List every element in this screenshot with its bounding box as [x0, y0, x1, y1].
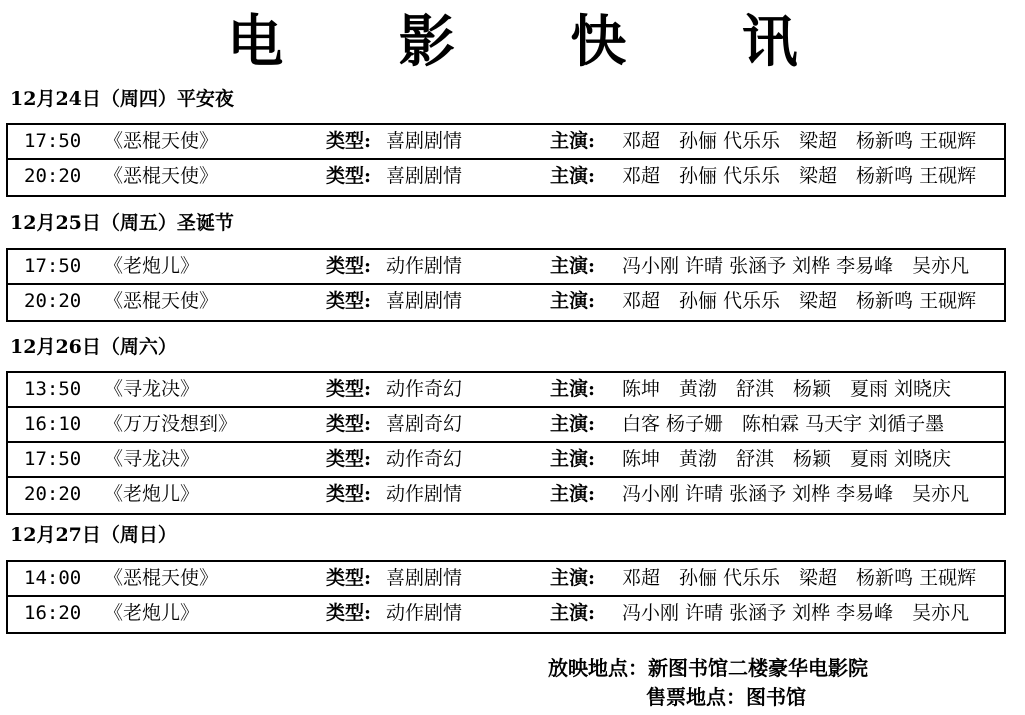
genre-value: 动作奇幻	[386, 448, 463, 470]
table-row	[8, 160, 1004, 195]
genre-value: 动作剧情	[386, 602, 463, 624]
film-title: 《老炮儿》	[104, 483, 200, 505]
schedule-table	[6, 248, 1006, 322]
cast-list: 冯小刚 许晴 张涵予 刘桦 李易峰 吴亦凡	[622, 602, 970, 624]
genre-label: 类型:	[326, 165, 372, 187]
showtime: 16:10	[24, 413, 82, 435]
ticket-venue: 售票地点：图书馆	[646, 685, 806, 709]
cast-list: 陈坤 黄渤 舒淇 杨颖 夏雨 刘晓庆	[622, 378, 952, 400]
showtime: 14:00	[24, 567, 82, 589]
table-row	[8, 285, 1004, 320]
genre-value: 喜剧剧情	[386, 165, 463, 187]
film-title: 《老炮儿》	[104, 602, 200, 624]
genre-label: 类型:	[326, 290, 372, 312]
showtime: 16:20	[24, 602, 82, 624]
genre-label: 类型:	[326, 448, 372, 470]
schedule-table	[6, 371, 1006, 515]
film-title: 《老炮儿》	[104, 255, 200, 277]
showtime: 17:50	[24, 448, 82, 470]
cast-label: 主演:	[550, 602, 596, 624]
table-row	[8, 250, 1004, 285]
genre-value: 动作奇幻	[386, 378, 463, 400]
genre-label: 类型:	[326, 130, 372, 152]
table-row	[8, 408, 1004, 443]
table-row	[8, 125, 1004, 160]
screening-venue: 放映地点：新图书馆二楼豪华电影院	[548, 656, 868, 680]
cast-list: 邓超 孙俪 代乐乐 梁超 杨新鸣 王砚辉	[622, 567, 977, 589]
film-title: 《恶棍天使》	[104, 567, 219, 589]
cast-label: 主演:	[550, 255, 596, 277]
page-title: 电 影 快 讯	[227, 10, 846, 75]
cast-list: 陈坤 黄渤 舒淇 杨颖 夏雨 刘晓庆	[622, 448, 952, 470]
genre-label: 类型:	[326, 483, 372, 505]
showtime: 20:20	[24, 290, 82, 312]
cast-label: 主演:	[550, 448, 596, 470]
showtime: 20:20	[24, 165, 82, 187]
genre-value: 喜剧剧情	[386, 130, 463, 152]
cast-label: 主演:	[550, 290, 596, 312]
cast-label: 主演:	[550, 483, 596, 505]
showtime: 20:20	[24, 483, 82, 505]
film-title: 《恶棍天使》	[104, 290, 219, 312]
cast-list: 邓超 孙俪 代乐乐 梁超 杨新鸣 王砚辉	[622, 165, 977, 187]
genre-label: 类型:	[326, 255, 372, 277]
date-heading: 12月24日（周四）平安夜	[10, 88, 234, 110]
film-title: 《恶棍天使》	[104, 130, 219, 152]
genre-label: 类型:	[326, 602, 372, 624]
cast-list: 白客 杨子姗 陈柏霖 马天宇 刘循子墨	[622, 413, 945, 435]
genre-label: 类型:	[326, 567, 372, 589]
cast-label: 主演:	[550, 130, 596, 152]
cast-label: 主演:	[550, 567, 596, 589]
table-row	[8, 478, 1004, 513]
table-row	[8, 373, 1004, 408]
showtime: 17:50	[24, 255, 82, 277]
schedule-table	[6, 560, 1006, 634]
film-title: 《恶棍天使》	[104, 165, 219, 187]
cast-label: 主演:	[550, 413, 596, 435]
showtime: 13:50	[24, 378, 82, 400]
film-title: 《寻龙决》	[104, 378, 200, 400]
cast-list: 邓超 孙俪 代乐乐 梁超 杨新鸣 王砚辉	[622, 290, 977, 312]
cast-list: 邓超 孙俪 代乐乐 梁超 杨新鸣 王砚辉	[622, 130, 977, 152]
film-title: 《万万没想到》	[104, 413, 238, 435]
cast-label: 主演:	[550, 165, 596, 187]
genre-value: 喜剧剧情	[386, 567, 463, 589]
genre-value: 动作剧情	[386, 255, 463, 277]
showtime: 17:50	[24, 130, 82, 152]
cast-list: 冯小刚 许晴 张涵予 刘桦 李易峰 吴亦凡	[622, 483, 970, 505]
film-title: 《寻龙决》	[104, 448, 200, 470]
table-row	[8, 597, 1004, 632]
date-heading: 12月26日（周六）	[10, 336, 177, 358]
genre-value: 动作剧情	[386, 483, 463, 505]
date-heading: 12月27日（周日）	[10, 524, 177, 546]
table-row	[8, 562, 1004, 597]
genre-value: 喜剧奇幻	[386, 413, 463, 435]
cast-list: 冯小刚 许晴 张涵予 刘桦 李易峰 吴亦凡	[622, 255, 970, 277]
genre-label: 类型:	[326, 413, 372, 435]
date-heading: 12月25日（周五）圣诞节	[10, 212, 234, 234]
schedule-table	[6, 123, 1006, 197]
table-row	[8, 443, 1004, 478]
genre-value: 喜剧剧情	[386, 290, 463, 312]
genre-label: 类型:	[326, 378, 372, 400]
cast-label: 主演:	[550, 378, 596, 400]
